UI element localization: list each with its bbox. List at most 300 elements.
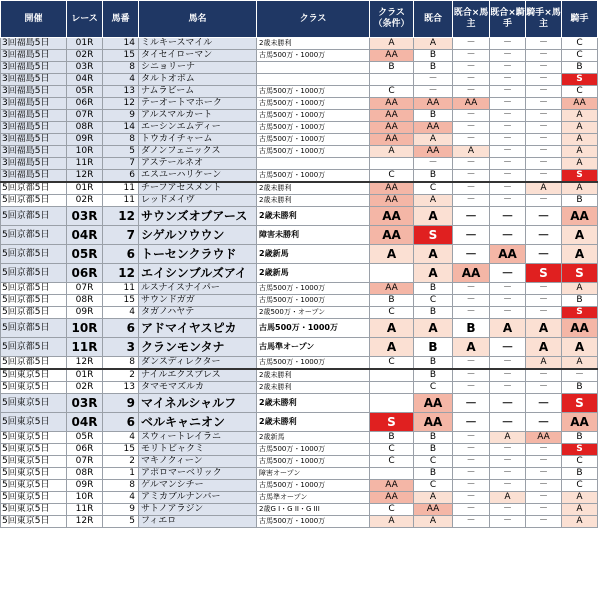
grade-cell: AA — [370, 134, 414, 146]
grade-cell: B — [370, 62, 414, 74]
grade-cell: AA — [490, 245, 526, 264]
grade-cell: － — [526, 295, 562, 307]
table-row — [1, 382, 598, 394]
race-cell: 07R — [67, 283, 103, 295]
grade-cell: A — [490, 319, 526, 338]
grade-cell: S — [562, 74, 598, 86]
header-kigo-owner: 既合×馬主 — [453, 1, 490, 38]
horse-name-cell: ナイルエクスプレス — [139, 369, 257, 382]
horse-number-cell: 2 — [103, 456, 139, 468]
class-cell: 古馬500万・1000万 — [257, 170, 370, 183]
horse-name-cell: シゲルソウウン — [139, 226, 257, 245]
grade-cell: B — [414, 62, 453, 74]
grade-cell: － — [490, 158, 526, 170]
table-row — [1, 492, 598, 504]
class-cell: 2歳500万・オープン — [257, 307, 370, 319]
race-cell: 10R — [67, 492, 103, 504]
table-row — [1, 98, 598, 110]
table-row — [1, 338, 598, 357]
grade-cell: － — [490, 226, 526, 245]
class-cell: 2歳未勝利 — [257, 195, 370, 207]
kai-cell: 3回福島5日 — [1, 122, 67, 134]
race-cell: 01R — [67, 38, 103, 50]
horse-name-cell: サウンズオブアース — [139, 207, 257, 226]
class-cell: 2歳新馬 — [257, 432, 370, 444]
horse-name-cell: アルスマルカート — [139, 110, 257, 122]
race-cell: 03R — [67, 394, 103, 413]
grade-cell: C — [414, 456, 453, 468]
class-cell: 障害未勝利 — [257, 226, 370, 245]
race-cell: 02R — [67, 50, 103, 62]
grade-cell: － — [490, 338, 526, 357]
grade-cell: B — [562, 432, 598, 444]
grade-cell: － — [526, 170, 562, 183]
grade-cell: C — [414, 480, 453, 492]
horse-number-cell: 4 — [103, 307, 139, 319]
kai-cell: 5回東京5日 — [1, 456, 67, 468]
grade-cell: A — [414, 38, 453, 50]
grade-cell: － — [490, 207, 526, 226]
header-row — [1, 1, 598, 38]
class-cell — [257, 74, 370, 86]
horse-name-cell: マイネルシャルフ — [139, 394, 257, 413]
grade-cell: － — [453, 226, 490, 245]
grade-cell: A — [370, 516, 414, 528]
race-cell: 05R — [67, 432, 103, 444]
race-cell: 12R — [67, 357, 103, 370]
table-row — [1, 516, 598, 528]
grade-cell: － — [490, 283, 526, 295]
horse-number-cell: 8 — [103, 357, 139, 370]
table-row — [1, 504, 598, 516]
grade-cell: C — [414, 382, 453, 394]
race-cell: 01R — [67, 369, 103, 382]
grade-cell: B — [562, 62, 598, 74]
horse-name-cell: モリトビャクミ — [139, 444, 257, 456]
grade-cell: A — [562, 245, 598, 264]
kai-cell: 3回福島5日 — [1, 86, 67, 98]
kai-cell: 5回京都5日 — [1, 307, 67, 319]
grade-cell: B — [414, 110, 453, 122]
grade-cell: A — [370, 245, 414, 264]
class-cell: 2歳新馬 — [257, 245, 370, 264]
grade-cell: A — [370, 338, 414, 357]
class-cell: 2歳未勝利 — [257, 38, 370, 50]
grade-cell: － — [490, 516, 526, 528]
kai-cell: 3回福島5日 — [1, 158, 67, 170]
grade-cell: A — [526, 182, 562, 195]
horse-name-cell: アドマイヤスピカ — [139, 319, 257, 338]
horse-number-cell: 8 — [103, 134, 139, 146]
grade-cell: － — [490, 444, 526, 456]
grade-cell: － — [453, 444, 490, 456]
grade-cell: A — [370, 319, 414, 338]
class-cell: 2歳G I・G II・G III — [257, 504, 370, 516]
grade-cell: C — [562, 38, 598, 50]
race-cell: 08R — [67, 295, 103, 307]
grade-cell: AA — [562, 207, 598, 226]
table-row — [1, 38, 598, 50]
horse-number-cell: 6 — [103, 413, 139, 432]
grade-cell: － — [453, 38, 490, 50]
kai-cell: 5回東京5日 — [1, 516, 67, 528]
kai-cell: 3回福島5日 — [1, 38, 67, 50]
grade-cell: A — [562, 492, 598, 504]
class-cell: 古馬500万・1000万 — [257, 146, 370, 158]
grade-cell: S — [562, 264, 598, 283]
grade-cell: B — [414, 50, 453, 62]
grade-cell: AA — [526, 432, 562, 444]
grade-cell: － — [453, 74, 490, 86]
kai-cell: 3回福島5日 — [1, 98, 67, 110]
grade-cell: － — [453, 307, 490, 319]
grade-cell: － — [490, 413, 526, 432]
grade-cell: － — [526, 456, 562, 468]
grade-cell: － — [490, 357, 526, 370]
table-row — [1, 468, 598, 480]
grade-cell: － — [490, 110, 526, 122]
grade-cell: A — [414, 264, 453, 283]
race-cell: 05R — [67, 86, 103, 98]
table-row — [1, 50, 598, 62]
race-cell: 01R — [67, 182, 103, 195]
grade-cell: C — [562, 50, 598, 62]
grade-cell: B — [562, 468, 598, 480]
grade-cell: A — [453, 146, 490, 158]
grade-cell: － — [490, 122, 526, 134]
kai-cell: 5回東京5日 — [1, 432, 67, 444]
grade-cell: A — [490, 492, 526, 504]
grade-cell: － — [453, 516, 490, 528]
grade-cell: A — [526, 338, 562, 357]
class-cell: 2歳未勝利 — [257, 394, 370, 413]
class-cell: 古馬500万・1000万 — [257, 86, 370, 98]
horse-number-cell: 1 — [103, 468, 139, 480]
horse-name-cell: タマモマズルカ — [139, 382, 257, 394]
kai-cell: 3回福島5日 — [1, 50, 67, 62]
grade-cell: C — [370, 504, 414, 516]
table-row — [1, 86, 598, 98]
grade-cell: B — [414, 369, 453, 382]
class-cell: 古馬500万・1000万 — [257, 134, 370, 146]
grade-cell: C — [370, 444, 414, 456]
race-cell: 11R — [67, 338, 103, 357]
kai-cell: 3回福島5日 — [1, 134, 67, 146]
table-row — [1, 134, 598, 146]
grade-cell: － — [453, 357, 490, 370]
table-row — [1, 283, 598, 295]
grade-cell — [370, 74, 414, 86]
grade-cell: A — [562, 357, 598, 370]
grade-cell: － — [490, 182, 526, 195]
grade-cell: － — [526, 226, 562, 245]
table-row — [1, 413, 598, 432]
grade-cell: － — [526, 62, 562, 74]
grade-cell: A — [414, 319, 453, 338]
grade-cell — [370, 382, 414, 394]
kai-cell: 5回京都5日 — [1, 295, 67, 307]
kai-cell: 5回京都5日 — [1, 195, 67, 207]
race-cell: 12R — [67, 170, 103, 183]
horse-name-cell: チーフアセスメント — [139, 182, 257, 195]
class-cell: 古馬準オープン — [257, 492, 370, 504]
grade-cell: － — [453, 110, 490, 122]
grade-cell: － — [526, 38, 562, 50]
grade-cell: C — [562, 86, 598, 98]
grade-cell: A — [562, 226, 598, 245]
horse-number-cell: 15 — [103, 444, 139, 456]
grade-cell: － — [490, 146, 526, 158]
grade-cell: － — [526, 110, 562, 122]
grade-cell: B — [414, 338, 453, 357]
race-cell: 05R — [67, 245, 103, 264]
grade-cell: C — [414, 295, 453, 307]
horse-name-cell: ダンスディレクター — [139, 357, 257, 370]
horse-number-cell: 4 — [103, 74, 139, 86]
kai-cell: 5回東京5日 — [1, 444, 67, 456]
grade-cell: － — [453, 245, 490, 264]
table-row — [1, 62, 598, 74]
grade-cell: － — [453, 86, 490, 98]
horse-name-cell: テーオートマホーク — [139, 98, 257, 110]
grade-cell — [370, 468, 414, 480]
grade-cell — [370, 264, 414, 283]
grade-cell: B — [562, 295, 598, 307]
horse-number-cell: 4 — [103, 432, 139, 444]
grade-cell: C — [370, 456, 414, 468]
grade-cell: C — [370, 170, 414, 183]
grade-cell: － — [490, 195, 526, 207]
grade-cell: S — [562, 394, 598, 413]
horse-name-cell: エスユーハリケーン — [139, 170, 257, 183]
header-kai: 開催 — [1, 1, 67, 38]
class-cell: 古馬500万・1000万 — [257, 283, 370, 295]
grade-cell: B — [562, 195, 598, 207]
grade-cell: A — [414, 492, 453, 504]
horse-number-cell: 12 — [103, 207, 139, 226]
class-cell: 障害オープン — [257, 468, 370, 480]
table-row — [1, 369, 598, 382]
grade-cell: AA — [370, 207, 414, 226]
grade-cell: － — [453, 480, 490, 492]
grade-cell: A — [370, 146, 414, 158]
grade-cell: － — [526, 369, 562, 382]
grade-cell: － — [526, 492, 562, 504]
race-cell: 04R — [67, 74, 103, 86]
grade-cell: B — [414, 357, 453, 370]
grade-cell: AA — [414, 504, 453, 516]
horse-number-cell: 12 — [103, 264, 139, 283]
class-cell: 古馬500万・1000万 — [257, 357, 370, 370]
grade-cell: － — [453, 432, 490, 444]
header-class-cond: クラス（条件） — [370, 1, 414, 38]
horse-name-cell: フィエロ — [139, 516, 257, 528]
grade-cell: － — [526, 86, 562, 98]
grade-cell: S — [370, 413, 414, 432]
grade-cell: S — [562, 307, 598, 319]
table-row — [1, 319, 598, 338]
horse-name-cell: シニョリーナ — [139, 62, 257, 74]
grade-cell: － — [526, 480, 562, 492]
grade-cell: － — [490, 382, 526, 394]
horse-number-cell: 14 — [103, 38, 139, 50]
grade-cell: － — [526, 516, 562, 528]
grade-cell: － — [490, 86, 526, 98]
horse-number-cell: 8 — [103, 62, 139, 74]
grade-cell: C — [370, 86, 414, 98]
table-row — [1, 182, 598, 195]
grade-cell: － — [453, 122, 490, 134]
horse-number-cell: 11 — [103, 283, 139, 295]
grade-cell: － — [453, 283, 490, 295]
kai-cell: 5回京都5日 — [1, 283, 67, 295]
horse-name-cell: ルスナイスナイパー — [139, 283, 257, 295]
table-row — [1, 207, 598, 226]
grade-cell: － — [490, 170, 526, 183]
grade-cell: B — [453, 319, 490, 338]
horse-number-cell: 4 — [103, 492, 139, 504]
grade-cell: － — [526, 444, 562, 456]
grade-cell: A — [414, 134, 453, 146]
grade-cell: B — [414, 444, 453, 456]
header-race: レース — [67, 1, 103, 38]
grade-cell: AA — [453, 98, 490, 110]
grade-cell: － — [490, 480, 526, 492]
kai-cell: 3回福島5日 — [1, 74, 67, 86]
race-cell: 04R — [67, 226, 103, 245]
table-row — [1, 357, 598, 370]
kai-cell: 5回京都5日 — [1, 338, 67, 357]
grade-cell: S — [562, 170, 598, 183]
grade-cell: C — [562, 456, 598, 468]
grade-cell: A — [490, 432, 526, 444]
horse-name-cell: クランモンタナ — [139, 338, 257, 357]
class-cell — [257, 158, 370, 170]
horse-name-cell: ダノンフェニックス — [139, 146, 257, 158]
grade-cell: AA — [370, 122, 414, 134]
grade-cell: AA — [370, 480, 414, 492]
grade-cell: C — [370, 357, 414, 370]
race-cell: 08R — [67, 468, 103, 480]
kai-cell: 5回京都5日 — [1, 245, 67, 264]
race-cell: 06R — [67, 444, 103, 456]
horse-name-cell: トーセンクラウド — [139, 245, 257, 264]
kai-cell: 5回東京5日 — [1, 504, 67, 516]
grade-cell: S — [414, 226, 453, 245]
kai-cell: 5回東京5日 — [1, 394, 67, 413]
grade-cell: － — [526, 98, 562, 110]
grade-cell: － — [453, 207, 490, 226]
grade-cell: － — [453, 134, 490, 146]
class-cell: 2歳未勝利 — [257, 413, 370, 432]
class-cell: 古馬500万・1000万 — [257, 98, 370, 110]
grade-cell: A — [562, 110, 598, 122]
horse-number-cell: 9 — [103, 504, 139, 516]
class-cell: 古馬500万・1000万 — [257, 516, 370, 528]
kai-cell: 5回京都5日 — [1, 207, 67, 226]
class-cell: 2歳新馬 — [257, 264, 370, 283]
race-cell: 03R — [67, 62, 103, 74]
grade-cell — [370, 369, 414, 382]
grade-cell: A — [414, 245, 453, 264]
class-cell: 2歳未勝利 — [257, 207, 370, 226]
grade-cell: AA — [370, 50, 414, 62]
grade-cell: － — [490, 264, 526, 283]
grade-cell: － — [526, 468, 562, 480]
grade-cell: － — [526, 382, 562, 394]
race-cell: 07R — [67, 456, 103, 468]
grade-cell: AA — [414, 146, 453, 158]
horse-name-cell: タルトオボム — [139, 74, 257, 86]
grade-cell: C — [414, 182, 453, 195]
grade-cell: AA — [370, 195, 414, 207]
horse-name-cell: スウィートレイラニ — [139, 432, 257, 444]
grade-cell: B — [562, 382, 598, 394]
table-row — [1, 74, 598, 86]
race-cell: 11R — [67, 158, 103, 170]
race-cell: 10R — [67, 146, 103, 158]
table-row — [1, 146, 598, 158]
table-row — [1, 480, 598, 492]
race-cell: 09R — [67, 307, 103, 319]
table-row — [1, 394, 598, 413]
grade-cell: － — [414, 74, 453, 86]
horse-number-cell: 15 — [103, 295, 139, 307]
table-row — [1, 295, 598, 307]
grade-cell: － — [526, 158, 562, 170]
kai-cell: 5回東京5日 — [1, 480, 67, 492]
grade-cell: － — [490, 456, 526, 468]
grade-cell: － — [453, 50, 490, 62]
class-cell: 古馬500万・1000万 — [257, 480, 370, 492]
horse-number-cell: 5 — [103, 146, 139, 158]
grade-cell: － — [526, 146, 562, 158]
kai-cell: 5回京都5日 — [1, 226, 67, 245]
horse-name-cell: サウンドガガ — [139, 295, 257, 307]
race-cell: 09R — [67, 480, 103, 492]
header-jockey: 騎手 — [562, 1, 598, 38]
class-cell: 古馬500万・1000万 — [257, 110, 370, 122]
horse-number-cell: 6 — [103, 170, 139, 183]
grade-cell: A — [562, 504, 598, 516]
grade-cell: － — [526, 195, 562, 207]
grade-cell: S — [562, 444, 598, 456]
race-cell: 09R — [67, 134, 103, 146]
grade-cell: － — [453, 170, 490, 183]
grade-cell: AA — [562, 413, 598, 432]
grade-cell: － — [490, 295, 526, 307]
class-cell: 古馬500万・1000万 — [257, 319, 370, 338]
grade-cell: － — [453, 182, 490, 195]
header-kigo-jockey: 既合×騎手 — [490, 1, 526, 38]
grade-cell: AA — [414, 98, 453, 110]
horse-number-cell: 6 — [103, 319, 139, 338]
table-row — [1, 170, 598, 183]
horse-number-cell: 6 — [103, 245, 139, 264]
horse-number-cell: 5 — [103, 516, 139, 528]
kai-cell: 5回京都5日 — [1, 264, 67, 283]
kai-cell: 5回京都5日 — [1, 182, 67, 195]
grade-cell: C — [370, 307, 414, 319]
grade-cell: － — [490, 74, 526, 86]
table-row — [1, 456, 598, 468]
horse-name-cell: ベルキャニオン — [139, 413, 257, 432]
race-cell: 04R — [67, 413, 103, 432]
grade-cell: A — [562, 283, 598, 295]
class-cell: 古馬500万・1000万 — [257, 456, 370, 468]
grade-cell: － — [453, 504, 490, 516]
grade-cell: A — [453, 338, 490, 357]
